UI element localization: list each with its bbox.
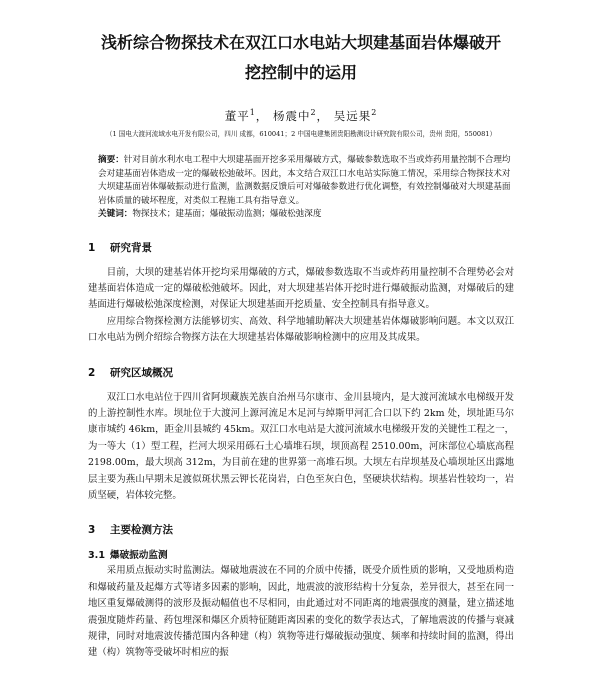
- paper-title: [88, 28, 514, 88]
- section-number: 1: [88, 241, 96, 254]
- abstract-text: 针对目前水利水电工程中大坝建基面开挖多采用爆破方式，爆破参数选取不当或炸药用量控制不合理均会对建基面岩体造成一定的爆破松弛破坏。因此，本文结合双江口水电站实际施工情况，采用综合物探技术对大坝建基面岩体爆破振动进行监测，监测数据反馈后可对爆破参数进行优化调整，有效控制爆破对大坝建基面岩体质量的破坏程度，对类似工程施工具有指导意义。: [98, 155, 511, 206]
- section-title: 研究区域概况: [110, 366, 173, 379]
- subsection-title: 爆破振动监测: [110, 550, 168, 562]
- subsection-heading: [88, 547, 514, 561]
- subsection-number: 3.1: [88, 550, 105, 562]
- section-heading: [88, 365, 514, 380]
- section-heading: [88, 522, 514, 537]
- section-number: 2: [88, 366, 96, 379]
- keywords: [88, 208, 514, 222]
- section-heading: [88, 240, 514, 255]
- author-list: 董平$^1$， 杨震中$^2$， 吴远果$^2$: [224, 108, 378, 123]
- title-line-2: 挖控制中的运用: [244, 63, 357, 82]
- title-line-1: 浅析综合物探技术在双江口水电站大坝建基面岩体爆破开: [100, 33, 501, 52]
- author-name: 吴远果: [333, 109, 372, 123]
- affiliation: （1 国电大渡河流域水电开发有限公司，四川 成都，610041；2 中国电建集团贵阳勘测设计研究院有限公司，贵州 贵阳，550081）: [105, 130, 497, 138]
- author-name: 董平: [224, 109, 250, 123]
- abstract-label: 摘要：: [98, 155, 124, 165]
- section-title: 主要检测方法: [110, 524, 173, 537]
- abstract: [88, 154, 514, 208]
- keywords-text: 物探技术；建基面；爆破振动监测；爆破松弛深度: [132, 209, 322, 219]
- keywords-label: 关键词：: [98, 209, 133, 219]
- paragraph: 双江口水电站位于四川省阿坝藏族羌族自治州马尔康市、金川县境内，是大渡河流域水电梯级开发的上游控制性水库。坝址位于大渡河上源河流足木足河与绰斯甲河汇合口以下约 2km 处，坝址距马尔康市城约 46km，距金川县城约 45km。双江口水电站是大渡河流域水电梯级开发的关键性工程之一，为一等大（1）型工程，拦河大坝采用砾石土心墙堆石坝，坝顶高程 2510.00m，河床部位心墙底高程 2198.00m，最大坝高 312m，为目前在建的世界第一高堆石坝。大坝左右岸坝基及心墙坝址区出露地层主要为燕山早期未足渡似斑状黑云钾长花岗岩，白色至灰白色，坚硬块状结构。坝基岩性较均一，岩质坚硬，岩体较完整。: [88, 391, 514, 501]
- author-sup: 2: [371, 108, 378, 118]
- section-title: 研究背景: [110, 241, 152, 254]
- author-name: 杨震中: [272, 109, 311, 123]
- section-number: 3: [88, 524, 96, 537]
- paragraph: 应用综合物探检测方法能够切实、高效、科学地辅助解决大坝建基岩体爆破影响问题。本文以双江口水电站为例介绍综合物探方法在大坝建基岩体爆破影响检测中的应用及其成果。: [88, 315, 514, 344]
- paragraph: 采用质点振动实时监测法。爆破地震波在不同的介质中传播，既受介质性质的影响，又受地质构造和爆破药量及起爆方式等诸多因素的影响，因此，地震波的波形结构十分复杂，差异很大，甚至在同一地区重复爆破测得的波形及振动幅值也不尽相同，由此通过对不同距离的地震强度的测量，建立描述地震强度随炸药量、药包埋深和爆区介质特征随距离因素的变化的数学表达式，了解地震波的传播与衰减规律，同时对地震波传播范围内各种建（构）筑物等进行爆破振动强度、频率和持续时间的监测，得出建（构）筑物等受破坏时相应的振: [88, 565, 514, 659]
- author-sup: 1: [249, 108, 256, 118]
- paragraph: 目前，大坝的建基岩体开挖均采用爆破的方式，爆破参数选取不当或炸药用量控制不合理势必会对建基面岩体造成一定的爆破松弛破坏。因此，对大坝建基岩体开挖时进行爆破振动监测，对爆破后的建基面进行爆破松弛深度检测，对保证大坝建基面开挖质量、安全控制具有指导意义。: [88, 266, 514, 311]
- author-sup: 2: [310, 108, 317, 118]
